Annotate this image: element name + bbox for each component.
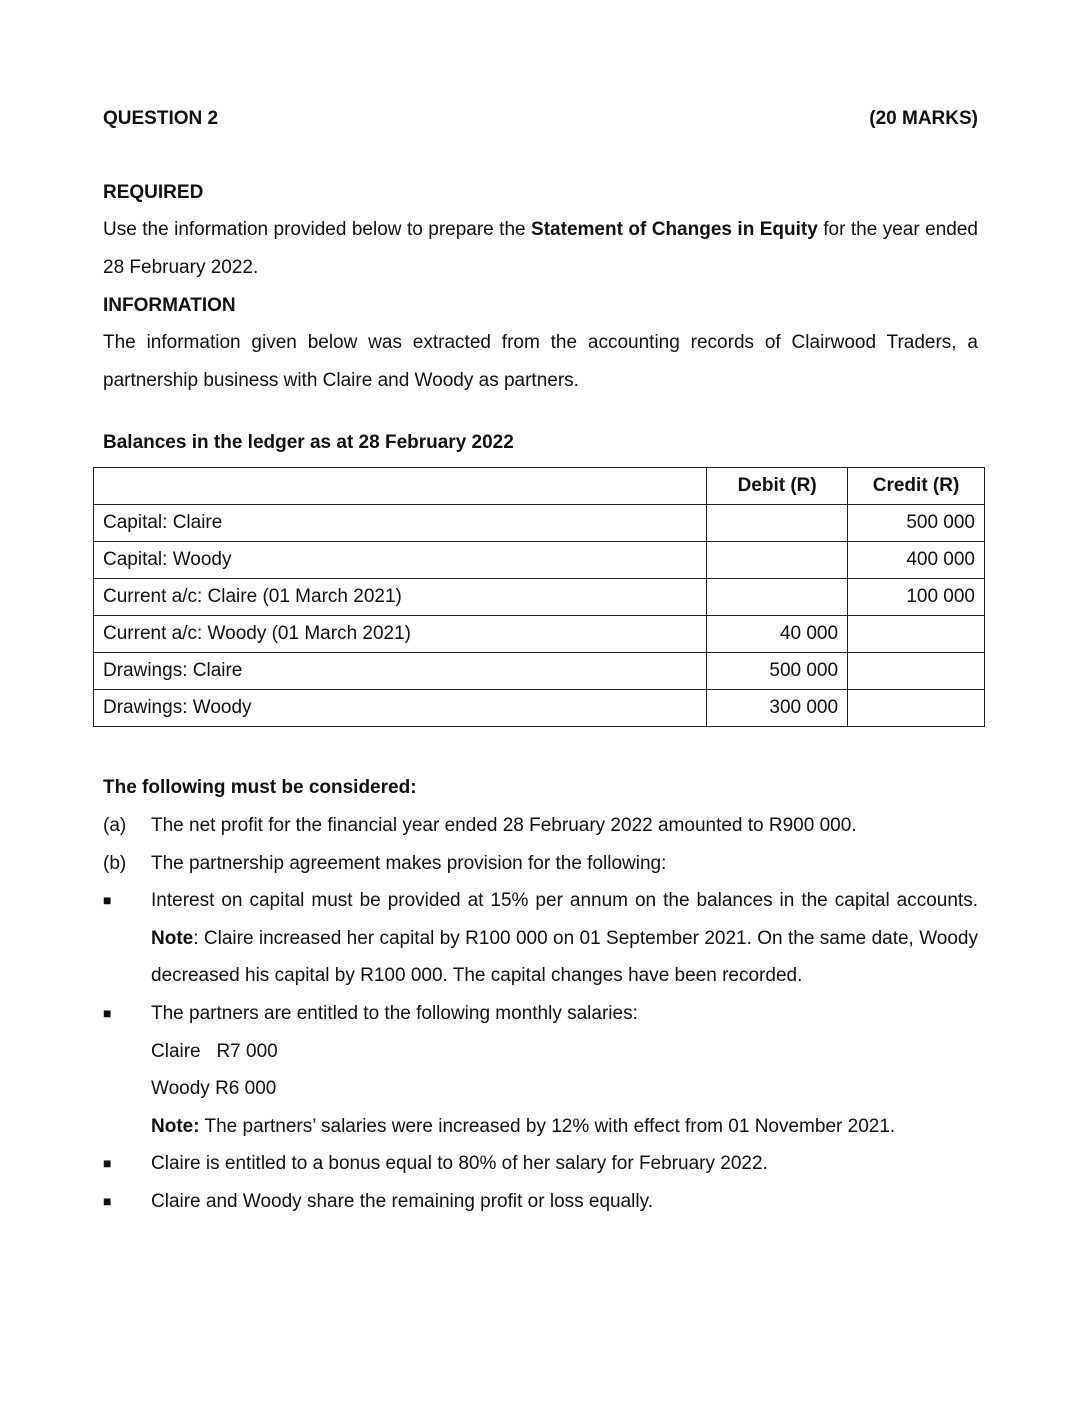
- required-heading: REQUIRED: [103, 182, 204, 203]
- ledger-debit: 300 000: [707, 690, 848, 727]
- ledger-account: Current a/c: Woody (01 March 2021): [94, 616, 707, 653]
- salary-note-label: Note:: [151, 1115, 200, 1137]
- required-text-bold: Statement of Changes in Equity: [531, 219, 818, 240]
- table-row: [94, 616, 985, 653]
- ledger-account: Capital: Claire: [94, 505, 707, 542]
- agreement-text: The partnership agreement makes provision for the following:: [151, 852, 667, 874]
- list-item: [103, 995, 978, 1033]
- interest-note-label: Note: [151, 927, 194, 949]
- ledger-debit: 40 000: [707, 616, 848, 653]
- table-row: [94, 690, 985, 727]
- bullet-icon: ■: [103, 1004, 112, 1021]
- ledger-credit: 100 000: [848, 579, 985, 616]
- ledger-debit: [707, 579, 848, 616]
- ledger-debit: [707, 542, 848, 579]
- list-item: [103, 807, 978, 845]
- ledger-account: Drawings: Claire: [94, 653, 707, 690]
- list-marker: (a): [103, 815, 127, 836]
- ledger-credit: 500 000: [848, 505, 985, 542]
- salary-woody: Woody R6 000: [151, 1078, 277, 1100]
- ledger-credit: [848, 690, 985, 727]
- salaries-text: The partners are entitled to the following monthly salaries:: [151, 1002, 638, 1024]
- salary-note-text: The partners’ salaries were increased by 12% with effect from 01 November 2021.: [199, 1115, 896, 1137]
- required-text: [103, 211, 978, 287]
- ledger-account: Capital: Woody: [94, 542, 707, 579]
- information-section: [103, 294, 978, 400]
- net-profit-text: The net profit for the financial year ended 28 February 2022 amounted to R900 000.: [151, 815, 857, 836]
- ledger-account: Current a/c: Claire (01 March 2021): [94, 579, 707, 616]
- table-row: [94, 542, 985, 579]
- list-marker: (b): [103, 852, 127, 874]
- salary-claire: Claire R7 000: [151, 1040, 278, 1062]
- information-text: The information given below was extracted from the accounting records of Clairwood Traders, a partnership business with Claire and Woody as partners.: [103, 332, 978, 391]
- ledger-table: [93, 467, 985, 727]
- bullet-icon: ■: [103, 1192, 112, 1209]
- considerations-heading: The following must be considered:: [103, 777, 417, 798]
- required-text-end: for the year ended 28 February 2022.: [103, 219, 978, 278]
- list-item: [103, 1183, 978, 1221]
- salary-note: [103, 1108, 978, 1146]
- ledger-debit: 500 000: [707, 653, 848, 690]
- bonus-text: Claire is entitled to a bonus equal to 80% of her salary for February 2022.: [151, 1153, 768, 1175]
- ledger-credit: [848, 616, 985, 653]
- table-row: [94, 505, 985, 542]
- question-header: [103, 108, 978, 130]
- ledger-col-account: [94, 468, 707, 505]
- interest-note: : Claire increased her capital by R100 000 on 01 September 2021. On the same date, Woody decreased his capital by R100 000. The capital changes have been recorded.: [151, 927, 978, 987]
- considerations-list: [103, 807, 978, 1221]
- ledger-credit: [848, 653, 985, 690]
- question-marks: (20 MARKS): [869, 108, 978, 129]
- profit-share-text: Claire and Woody share the remaining profit or loss equally.: [151, 1190, 653, 1212]
- list-item: [103, 882, 978, 995]
- required-section: [103, 181, 978, 287]
- ledger-col-credit: Credit (R): [848, 468, 985, 505]
- list-item: [103, 1145, 978, 1183]
- ledger-header-row: [94, 468, 985, 505]
- information-heading: INFORMATION: [103, 295, 236, 316]
- ledger-credit: 400 000: [848, 542, 985, 579]
- bullet-icon: ■: [103, 1155, 112, 1172]
- list-item: [103, 845, 978, 883]
- interest-main: Interest on capital must be provided at 15% per annum on the balances in the capital accounts.: [151, 890, 978, 912]
- ledger-debit: [707, 505, 848, 542]
- question-title: QUESTION 2: [103, 108, 219, 129]
- table-row: [94, 579, 985, 616]
- ledger-heading: Balances in the ledger as at 28 February 2022: [103, 432, 514, 453]
- interest-text: [151, 882, 978, 995]
- ledger-account: Drawings: Woody: [94, 690, 707, 727]
- table-row: [94, 653, 985, 690]
- ledger-col-debit: Debit (R): [707, 468, 848, 505]
- required-text-start: Use the information provided below to prepare the: [103, 219, 532, 240]
- bullet-icon: ■: [103, 892, 112, 909]
